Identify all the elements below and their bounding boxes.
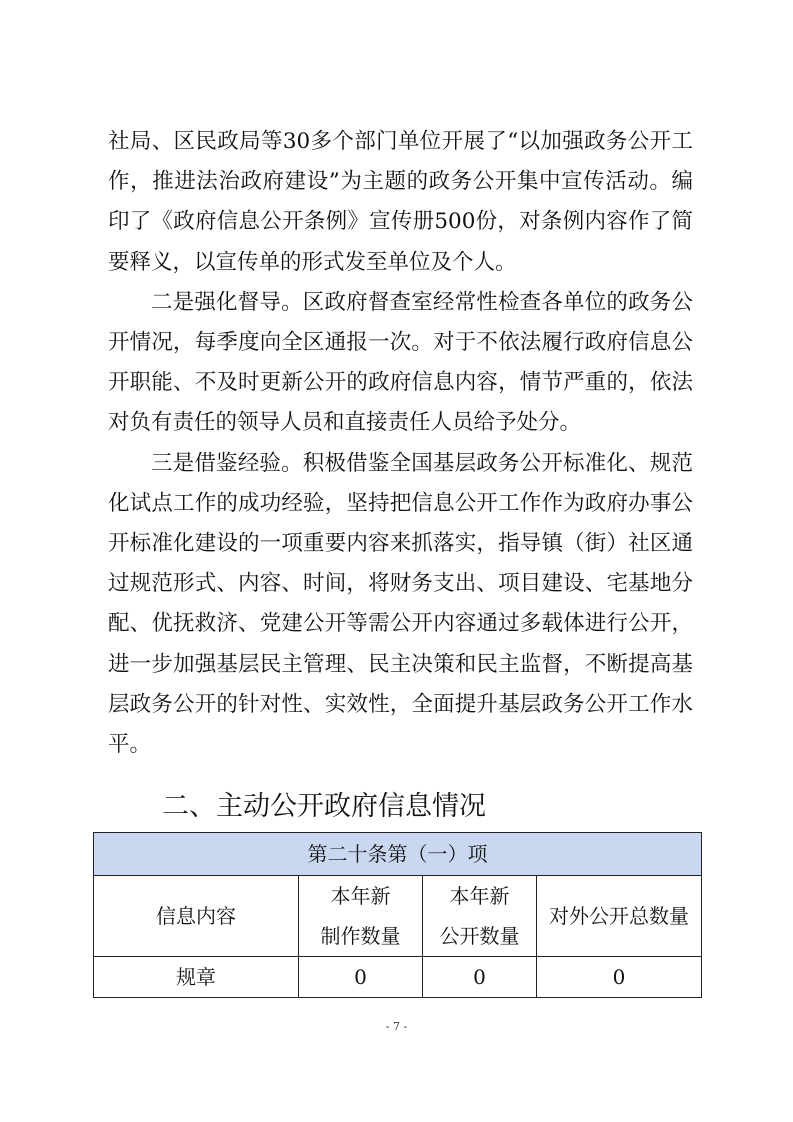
header-new-public (423, 876, 537, 957)
row-total: 0 (537, 957, 702, 998)
header-new-made-line2: 制作数量 (320, 924, 401, 948)
paragraph: 二是强化督导。区政府督查室经常性检查各单位的政务公开情况，每季度向全区通报一次。对于不依法履行政府信息公开职能、不及时更新公开的政府信息内容，情节严重的，依法对负有责任的领导人员和直接责任人员给予处分。 (108, 289, 693, 436)
body-text (108, 122, 693, 765)
info-table (93, 832, 702, 998)
header-new-made-line1: 本年新 (330, 884, 391, 908)
header-new-made (299, 876, 423, 957)
row-new-made: 0 (299, 957, 423, 998)
paragraph: 社局、区民政局等30多个部门单位开展了“以加强政务公开工作，推进法治政府建设”为主题的政务公开集中宣传活动。编印了《政府信息公开条例》宣传册500份，对条例内容作了简要释义，以宣传单的形式发至单位及个人。 (108, 129, 693, 275)
row-name: 规章 (94, 957, 299, 998)
header-new-public-line2: 公开数量 (439, 924, 520, 948)
header-new-public-line1: 本年新 (449, 884, 510, 908)
section-heading: 二、主动公开政府信息情况 (162, 791, 486, 822)
table-title-row (94, 833, 702, 876)
table-row (94, 957, 702, 998)
paragraph: 三是借鉴经验。积极借鉴全国基层政务公开标准化、规范化试点工作的成功经验，坚持把信息公开工作作为政府办事公开标准化建设的一项重要内容来抓落实，指导镇（街）社区通过规范形式、内容、时间，将财务支出、项目建设、宅基地分配、优抚救济、党建公开等需公开内容通过多载体进行公开，进一步加强基层民主管理、民主决策和民主监督，不断提高基层政务公开的针对性、实效性，全面提升基层政务公开工作水平。 (108, 450, 693, 758)
row-new-public: 0 (423, 957, 537, 998)
table-header-row (94, 876, 702, 957)
header-total-public: 对外公开总数量 (537, 876, 702, 957)
page-number: - 7 - (385, 1020, 408, 1033)
header-content: 信息内容 (94, 876, 299, 957)
table-title: 第二十条第（一）项 (94, 833, 702, 876)
